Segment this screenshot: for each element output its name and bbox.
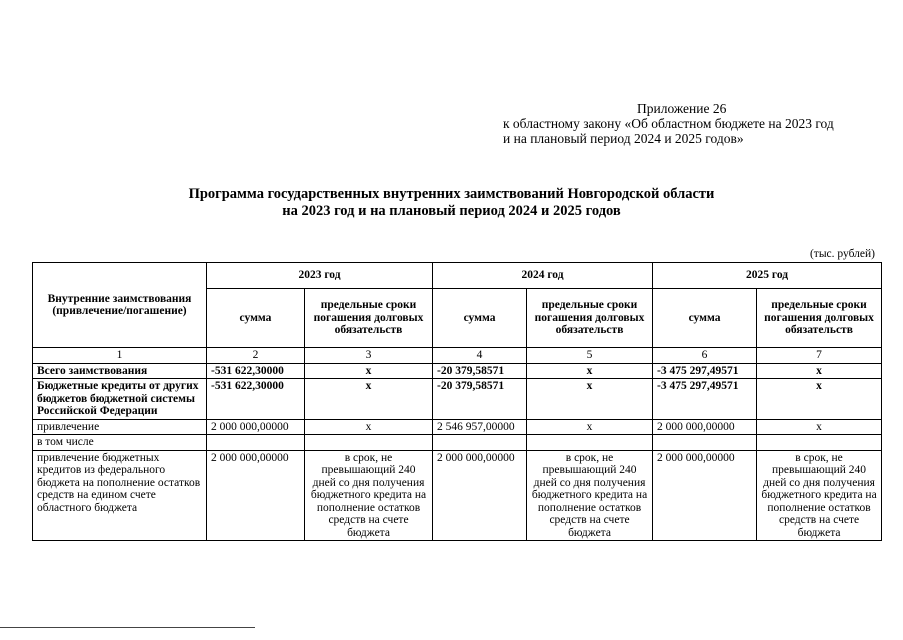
sum-2024: 2 000 000,00000 (433, 450, 527, 541)
terms-2025: x (757, 419, 882, 435)
title-line-2: на 2023 год и на плановый период 2024 и 2025 годов (282, 203, 621, 219)
terms-2023: в срок, не превышающий 240 дней со дня получения бюджетного кредита на пополнение остатков средств на счете бюджета (305, 450, 433, 541)
column-number: 5 (527, 348, 653, 364)
header-limit-2024: предельные сроки погашения долговых обязательств (527, 289, 653, 348)
sum-2024: -20 379,58571 (433, 379, 527, 420)
column-number: 2 (207, 348, 305, 364)
row-label: привлечение (33, 419, 207, 435)
column-numbers-row (33, 348, 882, 364)
header-year-2025: 2025 год (653, 263, 882, 289)
appendix-period-line: и на плановый период 2024 и 2025 годов» (503, 131, 744, 146)
title-line-1: Программа государственных внутренних заимствований Новгородской области (188, 186, 715, 202)
sum-2023: -531 622,30000 (207, 379, 305, 420)
document-title (0, 186, 903, 220)
terms-2024: в срок, не превышающий 240 дней со дня получения бюджетного кредита на пополнение остатков средств на счете бюджета (527, 450, 653, 541)
row-label: в том числе (33, 435, 207, 451)
column-number: 3 (305, 348, 433, 364)
row-label: Всего заимствования (33, 363, 207, 379)
table-row-federal-credits (33, 450, 882, 541)
header-row-years (33, 263, 882, 289)
sum-2025: -3 475 297,49571 (653, 379, 757, 420)
appendix-number: Приложение 26 (637, 101, 727, 116)
column-number: 6 (653, 348, 757, 364)
footer-divider (0, 627, 255, 628)
sum-2024: 2 546 957,00000 (433, 419, 527, 435)
header-borrowings: Внутренние заимствования (привлечение/погашение) (33, 263, 207, 348)
terms-2025: x (757, 363, 882, 379)
table-row-attraction (33, 419, 882, 435)
terms-2024: x (527, 419, 653, 435)
units-label: (тыс. рублей) (809, 248, 875, 260)
terms-2024: x (527, 379, 653, 420)
terms-2023: x (305, 419, 433, 435)
terms-2023: x (305, 363, 433, 379)
table-row-budget-credits (33, 379, 882, 420)
appendix-header (503, 101, 834, 146)
header-year-2024: 2024 год (433, 263, 653, 289)
header-limit-2025: предельные сроки погашения долговых обязательств (757, 289, 882, 348)
table-row-including (33, 435, 882, 451)
header-limit-2023: предельные сроки погашения долговых обязательств (305, 289, 433, 348)
header-sum-2024: сумма (433, 289, 527, 348)
appendix-law-line: к областному закону «Об областном бюджете на 2023 год (503, 116, 834, 131)
column-number: 1 (33, 348, 207, 364)
header-sum-2025: сумма (653, 289, 757, 348)
terms-2024: x (527, 363, 653, 379)
row-label: Бюджетные кредиты от других бюджетов бюджетной системы Российской Федерации (33, 379, 207, 420)
row-label: привлечение бюджетных кредитов из федерального бюджета на пополнение остатков средств на едином счете областного бюджета (33, 450, 207, 541)
table-row-total (33, 363, 882, 379)
terms-2025: x (757, 379, 882, 420)
sum-2023: -531 622,30000 (207, 363, 305, 379)
header-year-2023: 2023 год (207, 263, 433, 289)
column-number: 4 (433, 348, 527, 364)
terms-2025: в срок, не превышающий 240 дней со дня получения бюджетного кредита на пополнение остатков средств на счете бюджета (757, 450, 882, 541)
header-sum-2023: сумма (207, 289, 305, 348)
column-number: 7 (757, 348, 882, 364)
sum-2025: 2 000 000,00000 (653, 419, 757, 435)
sum-2023: 2 000 000,00000 (207, 419, 305, 435)
sum-2023: 2 000 000,00000 (207, 450, 305, 541)
sum-2024: -20 379,58571 (433, 363, 527, 379)
terms-2023: x (305, 379, 433, 420)
sum-2025: 2 000 000,00000 (653, 450, 757, 541)
sum-2025: -3 475 297,49571 (653, 363, 757, 379)
borrowing-table (32, 262, 882, 541)
